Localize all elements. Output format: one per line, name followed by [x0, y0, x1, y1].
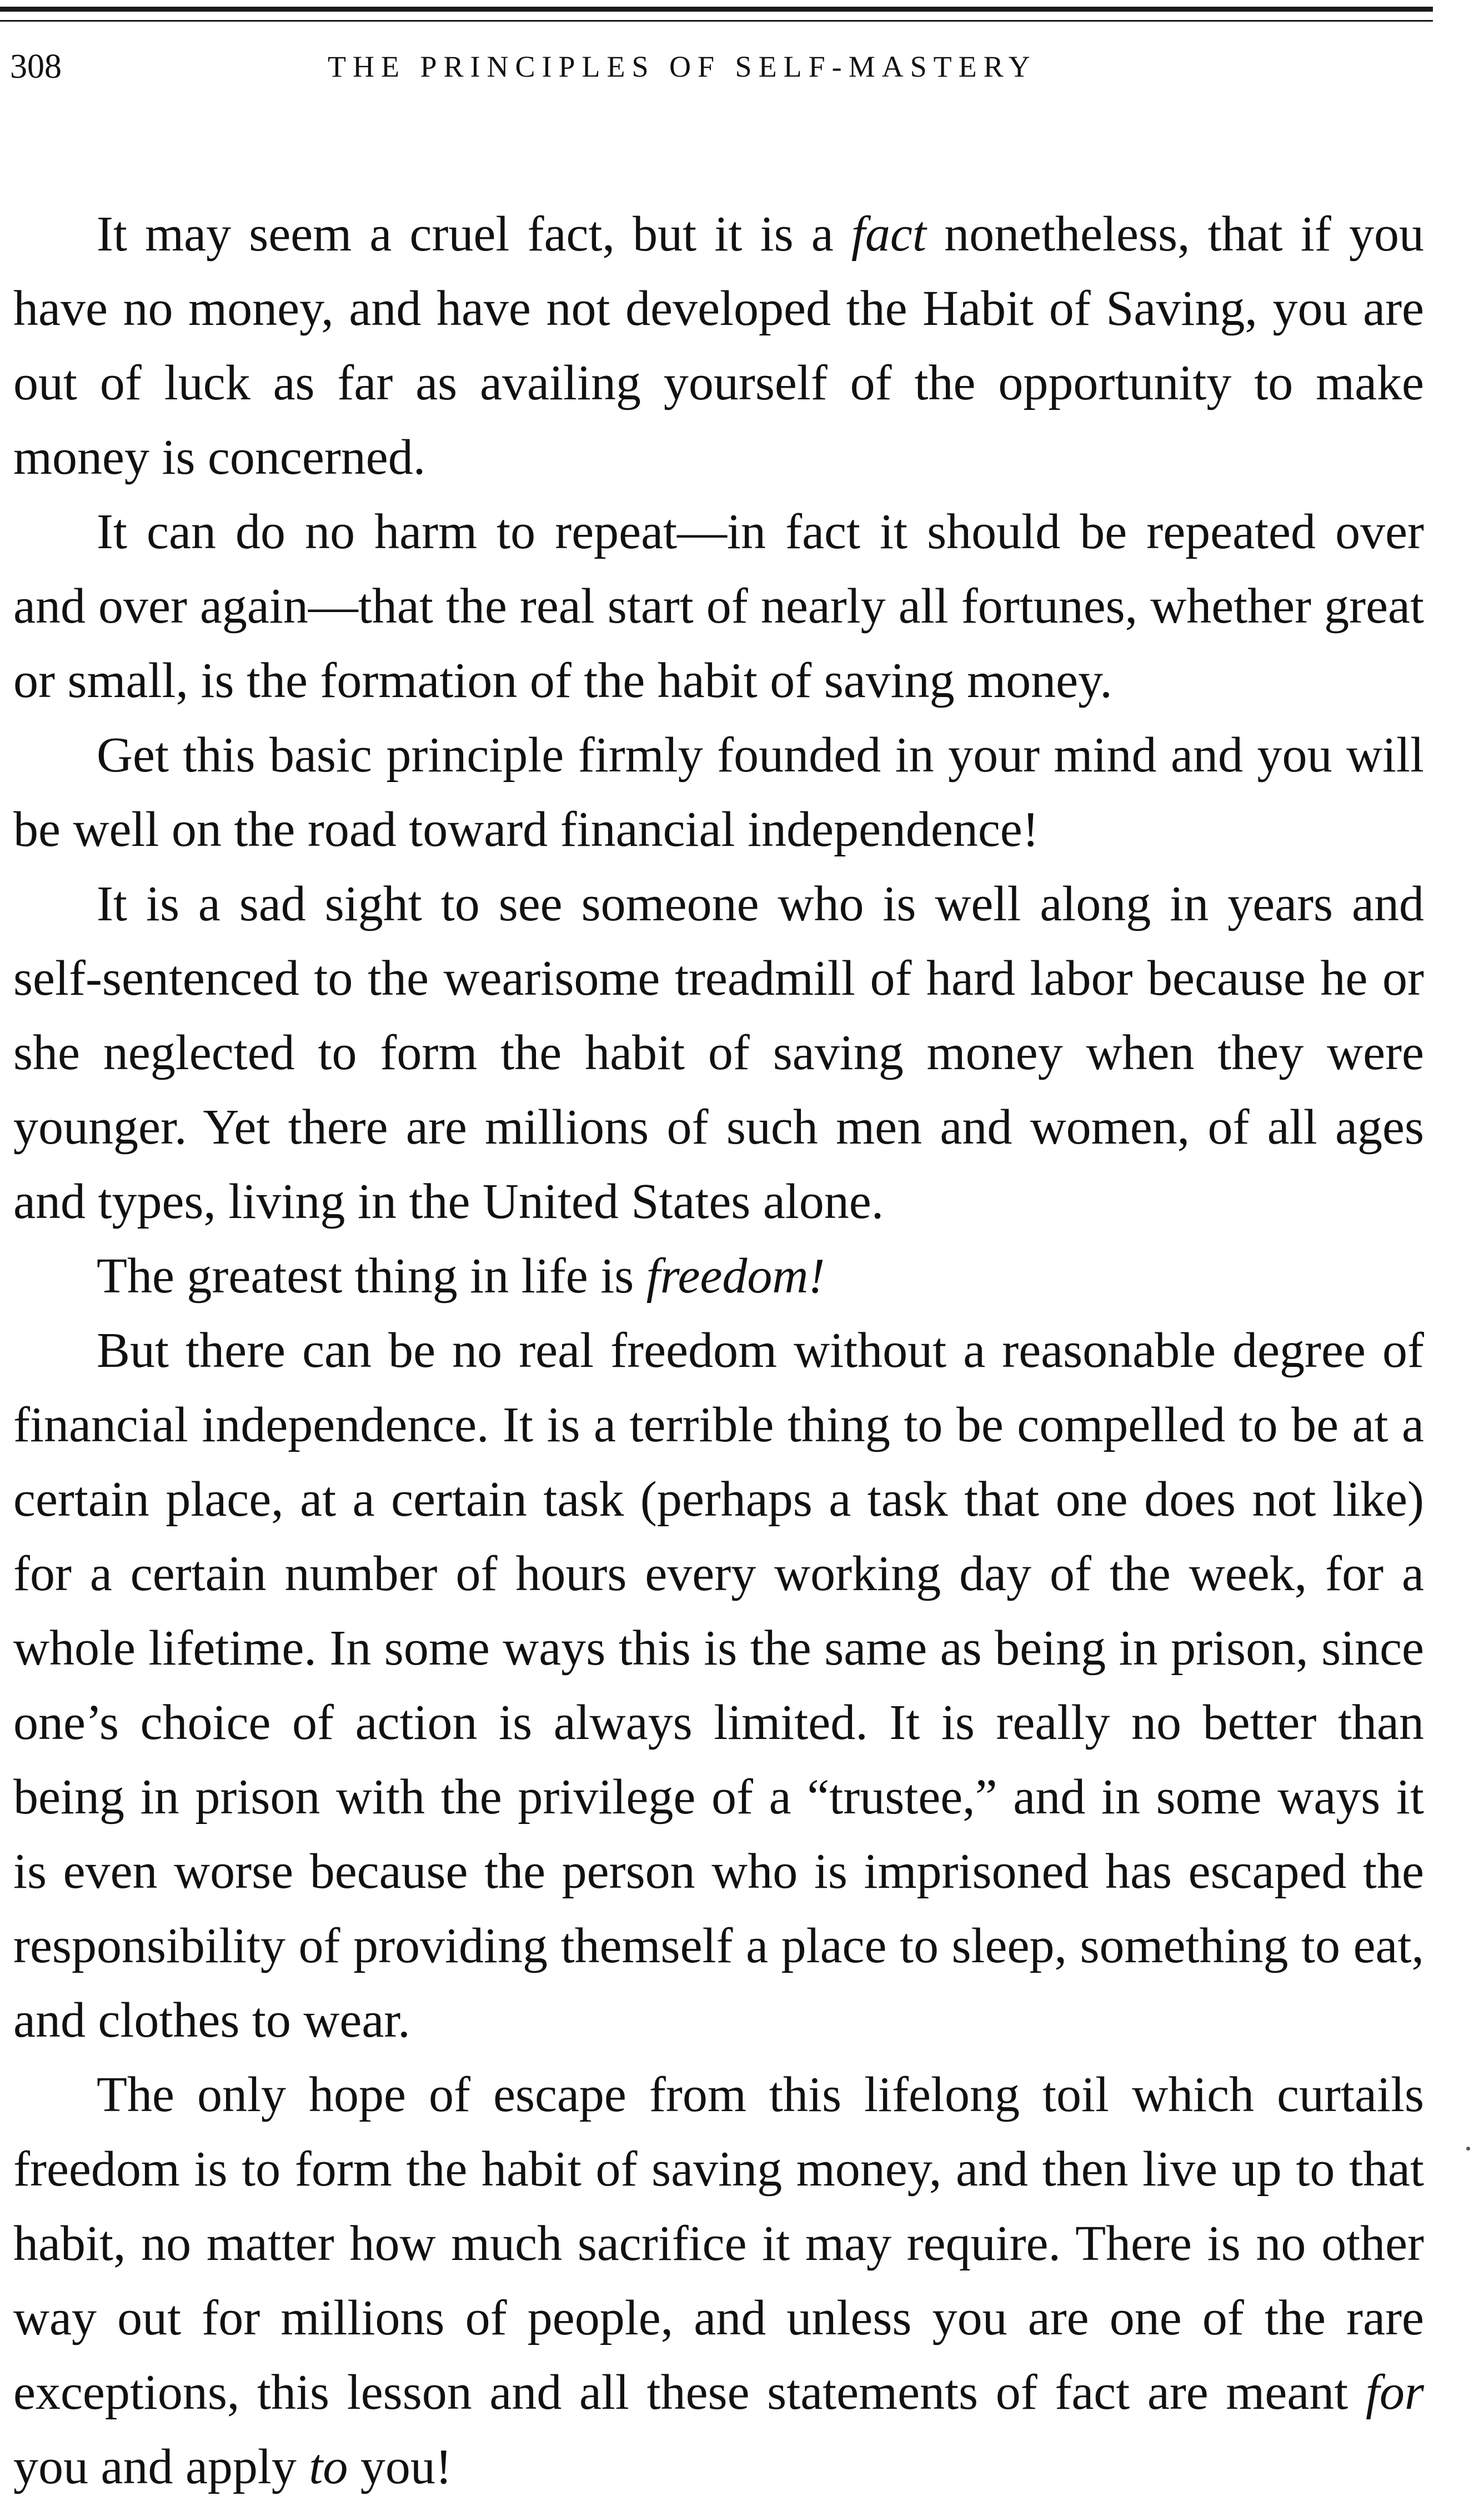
paragraph-4: It is a sad sight to see someone who is well along in years and self-sentenced to the wearisome treadmill of hard labor because he or she neglected to form the habit of saving money when they were younger. Yet there are millions of such men and women, of all ages and types, living in the United States alone.: [13, 876, 1424, 1229]
header-rule-thin: [0, 20, 1433, 22]
paragraph-5-text-start: The greatest thing in life is: [97, 1249, 646, 1304]
paragraph-5: [13, 1239, 1424, 1314]
paragraph-5-emphasis: freedom!: [646, 1249, 825, 1304]
paragraph-1-text-start: It may seem a cruel fact, but it is a: [97, 207, 851, 262]
page-number: 308: [10, 48, 62, 86]
paragraph-7: [13, 2058, 1424, 2504]
paragraph-1: [13, 197, 1424, 495]
paragraph-7-emphasis-for: for: [1365, 2365, 1424, 2420]
paragraph-7-text-end: you!: [348, 2439, 452, 2494]
paragraph-1-text-end: nonetheless, that if you have no money, and have not developed the Habit of Saving, you are out of luck as far as availing yourself of the opportunity to make money is concerned.: [13, 207, 1424, 485]
paragraph-6: But there can be no real freedom without a reasonable degree of financial independence. It is a terrible thing to be compelled to be at a certain place, at a certain task (perhaps a task that one does not like) for a certain number of hours every working day of the week, for a whole lifetime. In some ways this is the same as being in prison, since one’s choice of action is always limited. It is really no better than being in prison with the privilege of a “trustee,” and in some ways it is even worse because the person who is imprisoned has escaped the responsibility of providing themself a place to sleep, something to eat, and clothes to wear.: [13, 1323, 1424, 2048]
header-rule-thick: [0, 7, 1433, 12]
running-head: [0, 39, 1433, 94]
stray-mark: [1466, 2147, 1470, 2151]
paragraph-1-emphasis: fact: [851, 207, 926, 262]
paragraph-3: Get this basic principle firmly founded in your mind and you will be well on the road toward financial independence!: [13, 728, 1424, 857]
paragraph-7-emphasis-to: to: [309, 2439, 348, 2494]
paragraph-7-text-start: The only hope of escape from this lifelong toil which curtails freedom is to form the habit of saving money, and then live up to that habit, no matter how much sacrifice it may require. There is no other way out for millions of people, and unless you are one of the rare exceptions, this lesson and all these statements of fact are meant: [13, 2067, 1424, 2420]
paragraph-7-text-middle: you and apply: [13, 2439, 309, 2494]
book-title: THE PRINCIPLES OF SELF-MASTERY: [328, 50, 1037, 83]
body-text: [13, 197, 1424, 2504]
paragraph-2: It can do no harm to repeat—in fact it should be repeated over and over again—that the real start of nearly all fortunes, whether great or small, is the formation of the habit of saving money.: [13, 504, 1424, 708]
